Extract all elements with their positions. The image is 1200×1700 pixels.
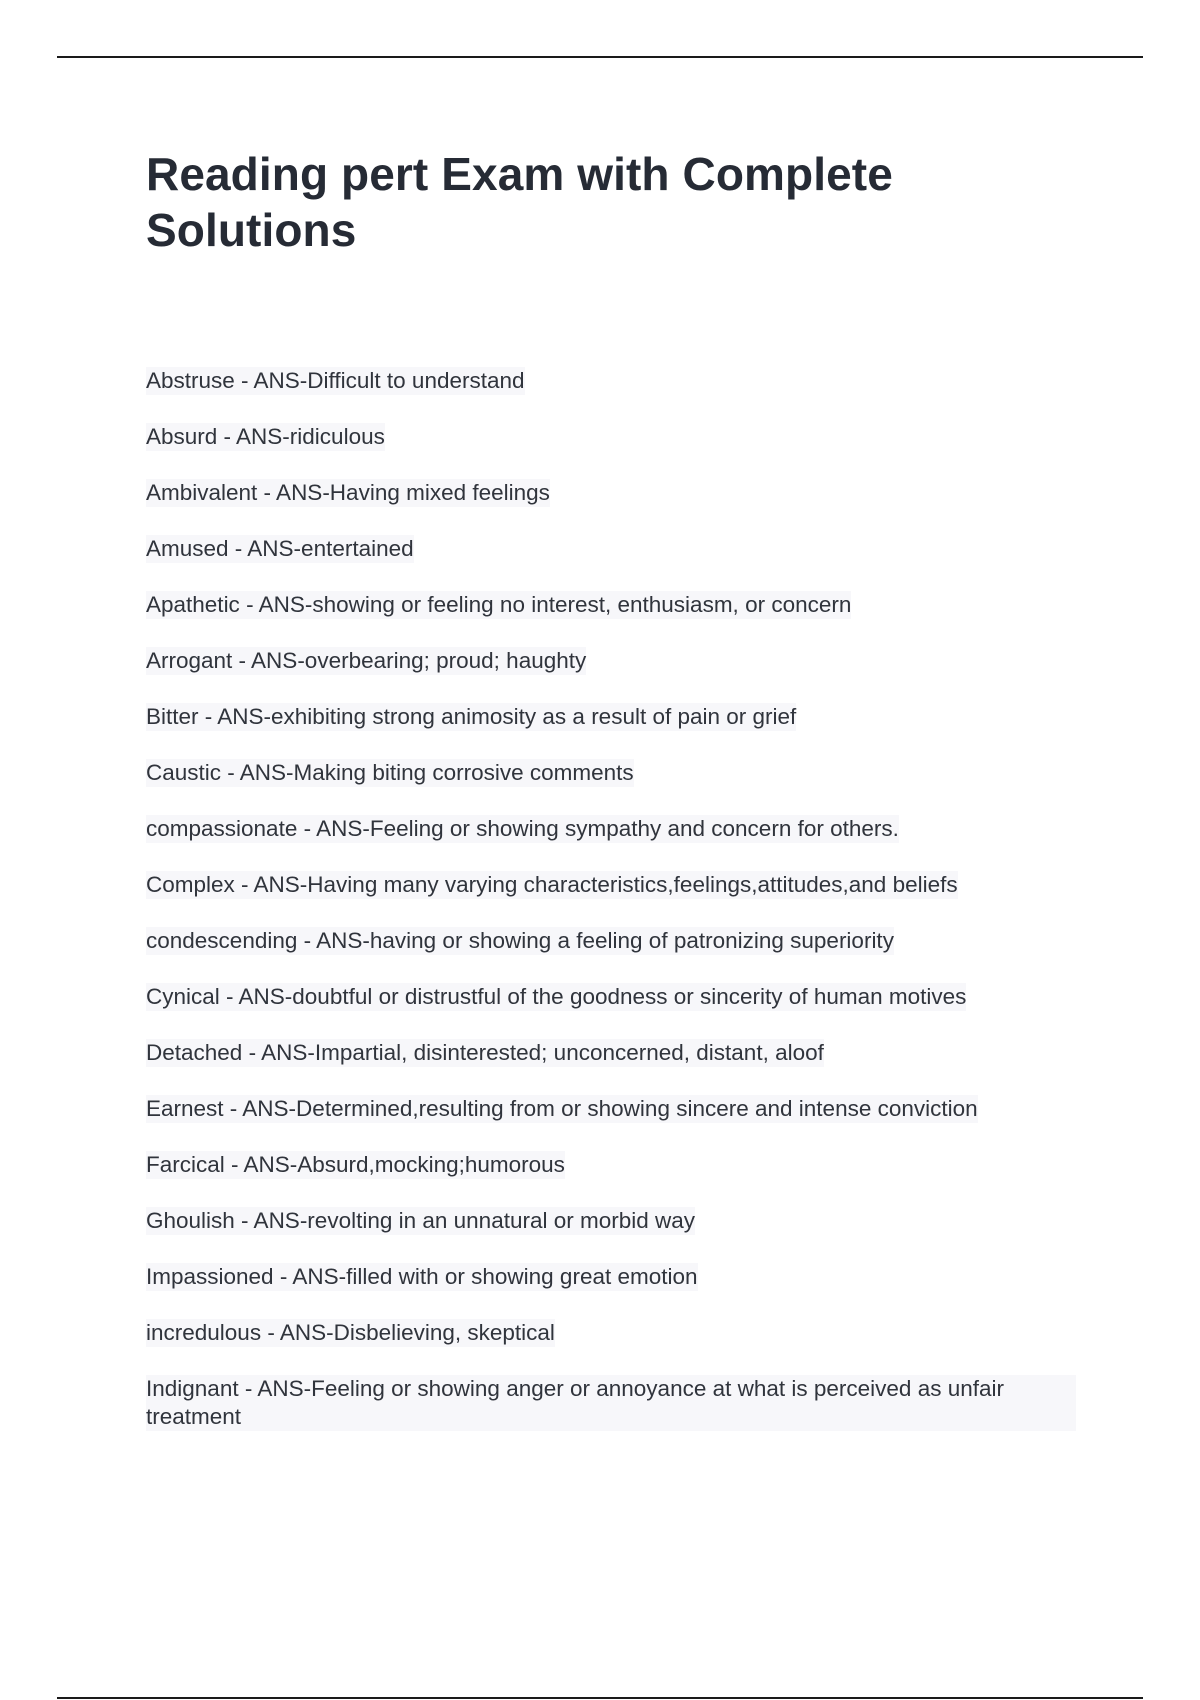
glossary-entry: compassionate - ANS-Feeling or showing sympathy and concern for others. <box>146 816 899 841</box>
glossary-entry: Detached - ANS-Impartial, disinterested; unconcerned, distant, aloof <box>146 1040 824 1065</box>
glossary-entry: Farcical - ANS-Absurd,mocking;humorous <box>146 1152 565 1177</box>
glossary-entry: Cynical - ANS-doubtful or distrustful of the goodness or sincerity of human motives <box>146 984 967 1009</box>
glossary-entry: Abstruse - ANS-Difficult to understand <box>146 368 525 393</box>
glossary-entry: Amused - ANS-entertained <box>146 536 414 561</box>
glossary-entry: incredulous - ANS-Disbelieving, skeptical <box>146 1320 555 1345</box>
glossary-entry: Impassioned - ANS-filled with or showing great emotion <box>146 1264 698 1289</box>
glossary-entry: condescending - ANS-having or showing a feeling of patronizing superiority <box>146 928 894 953</box>
glossary-entry: Arrogant - ANS-overbearing; proud; haughty <box>146 648 587 673</box>
glossary-entry: Apathetic - ANS-showing or feeling no interest, enthusiasm, or concern <box>146 592 852 617</box>
glossary-entry: Absurd - ANS-ridiculous <box>146 424 385 449</box>
document-title: Reading pert Exam with Complete Solutions <box>146 148 893 256</box>
bottom-rule <box>57 1697 1143 1699</box>
glossary-entry: Caustic - ANS-Making biting corrosive comments <box>146 760 634 785</box>
glossary-entry: Ghoulish - ANS-revolting in an unnatural or morbid way <box>146 1208 696 1233</box>
glossary-entry: Indignant - ANS-Feeling or showing anger or annoyance at what is perceived as unfair treatment <box>146 1375 1076 1431</box>
glossary-entry: Complex - ANS-Having many varying characteristics,feelings,attitudes,and beliefs <box>146 872 958 897</box>
glossary-list <box>146 367 1076 1459</box>
top-rule <box>57 56 1143 58</box>
glossary-entry: Earnest - ANS-Determined,resulting from or showing sincere and intense conviction <box>146 1096 978 1121</box>
glossary-entry: Bitter - ANS-exhibiting strong animosity as a result of pain or grief <box>146 704 797 729</box>
glossary-entry: Ambivalent - ANS-Having mixed feelings <box>146 480 550 505</box>
